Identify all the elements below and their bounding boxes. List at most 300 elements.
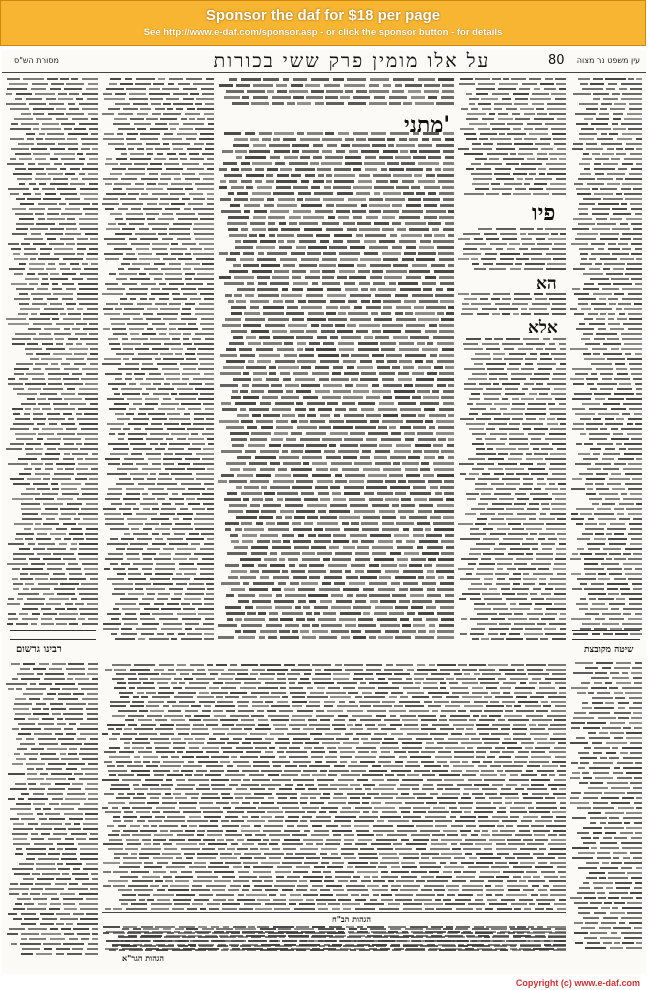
text-line-segment <box>389 102 401 105</box>
text-line-segment <box>483 393 501 395</box>
text-line-segment <box>301 366 311 369</box>
text-line-segment <box>86 258 98 260</box>
text-line-segment <box>202 793 218 795</box>
text-line-segment <box>41 128 61 130</box>
text-line-segment <box>252 701 263 703</box>
text-line-segment <box>263 504 281 507</box>
text-line-segment <box>470 618 488 620</box>
text-line-segment <box>260 673 275 675</box>
text-line-segment <box>506 638 523 640</box>
text-line-segment <box>510 816 519 818</box>
text-line-segment <box>13 423 34 425</box>
text-line-segment <box>452 692 469 694</box>
text-line-segment <box>312 630 328 633</box>
text-line-segment <box>69 623 78 625</box>
text-line-segment <box>230 664 237 666</box>
text-line-segment <box>243 396 259 399</box>
text-line-segment <box>459 598 466 600</box>
text-line-segment <box>58 98 73 100</box>
text-line-segment <box>233 144 249 147</box>
text-line-segment <box>630 493 642 495</box>
text-line-segment <box>354 820 374 822</box>
text-line-segment <box>506 598 527 600</box>
text-line-segment <box>523 573 529 575</box>
text-line-segment <box>88 618 98 620</box>
text-line-segment <box>347 78 366 81</box>
text-line-segment <box>76 413 82 415</box>
text-line-segment <box>392 682 413 684</box>
text-line-segment <box>106 228 120 230</box>
text-line-segment <box>625 473 642 475</box>
text-line-segment <box>197 498 214 500</box>
text-line-segment <box>110 538 118 540</box>
text-line-segment <box>50 148 65 150</box>
text-line-segment <box>186 358 196 360</box>
text-line-segment <box>631 253 642 255</box>
text-line-segment <box>478 103 491 105</box>
text-line-segment <box>372 811 378 813</box>
text-line-segment <box>414 678 424 680</box>
text-line-segment <box>173 103 193 105</box>
text-line-segment <box>366 669 381 671</box>
text-line-segment <box>575 413 595 415</box>
text-line-segment <box>15 153 31 155</box>
text-line-segment <box>557 797 566 799</box>
text-line-segment <box>373 282 385 285</box>
text-line-segment <box>189 383 202 385</box>
text-line-segment <box>624 193 642 195</box>
text-line-segment <box>415 636 434 639</box>
text-line-segment <box>296 246 306 249</box>
text-line-segment <box>551 701 566 703</box>
text-line-segment <box>49 598 69 600</box>
text-line-segment <box>47 693 56 695</box>
text-line-segment <box>221 210 241 213</box>
text-line-segment <box>523 797 543 799</box>
text-line-segment <box>115 93 126 95</box>
text-line-segment <box>420 402 439 405</box>
text-line-segment <box>633 553 642 555</box>
text-line-segment <box>382 216 395 219</box>
text-line-segment <box>44 308 64 310</box>
text-line-segment <box>243 498 249 501</box>
text-line-segment <box>435 600 454 603</box>
text-line-segment <box>462 761 468 763</box>
text-line-segment <box>395 312 403 315</box>
text-line-segment <box>52 488 59 490</box>
text-line-segment <box>317 779 334 781</box>
text-line-segment <box>466 168 474 170</box>
text-line-segment <box>102 779 119 781</box>
text-line-segment <box>423 198 440 201</box>
text-line-segment <box>15 713 31 715</box>
text-line-segment <box>371 132 386 135</box>
text-line-segment <box>199 802 213 804</box>
text-line-segment <box>603 403 620 405</box>
text-line-segment <box>240 687 256 689</box>
text-line-segment <box>31 833 38 835</box>
text-line-segment <box>107 765 115 767</box>
text-line-segment <box>133 478 144 480</box>
text-line-segment <box>616 148 623 150</box>
text-line-segment <box>18 593 39 595</box>
text-line-segment <box>85 398 98 400</box>
text-line-segment <box>162 797 173 799</box>
text-line-segment <box>467 498 476 500</box>
text-line-segment <box>191 705 201 707</box>
text-line-segment <box>312 664 331 666</box>
text-line-segment <box>139 710 148 712</box>
text-line-segment <box>204 598 214 600</box>
text-line-segment <box>162 213 173 215</box>
text-line-segment <box>600 233 619 235</box>
text-line-segment <box>466 573 472 575</box>
text-line-segment <box>326 692 346 694</box>
text-line-segment <box>167 701 176 703</box>
text-line-segment <box>9 893 19 895</box>
text-line-segment <box>575 113 596 115</box>
text-line-segment <box>156 253 168 255</box>
text-line-segment <box>484 233 497 235</box>
text-line-segment <box>124 533 130 535</box>
text-line-segment <box>395 84 402 87</box>
text-line-segment <box>335 408 346 411</box>
text-line-segment <box>32 613 40 615</box>
text-line-segment <box>510 603 516 605</box>
text-line-segment <box>439 324 454 327</box>
text-line-segment <box>140 816 152 818</box>
text-line-segment <box>235 402 256 405</box>
text-line-segment <box>328 318 347 321</box>
text-line-segment <box>603 548 621 550</box>
text-line-segment <box>413 528 423 531</box>
text-line-segment <box>195 183 214 185</box>
text-line-segment <box>143 498 155 500</box>
text-line-segment <box>297 198 303 201</box>
sponsor-title[interactable]: Sponsor the daf for $18 per page <box>205 7 441 24</box>
text-line-segment <box>607 338 619 340</box>
sponsor-banner[interactable] <box>0 0 646 46</box>
text-line-segment <box>167 108 173 110</box>
text-line-segment <box>374 456 387 459</box>
text-line-segment <box>134 664 155 666</box>
text-line-segment <box>315 102 324 105</box>
text-line-segment <box>591 303 606 305</box>
text-line-segment <box>226 258 236 261</box>
text-line-segment <box>608 323 620 325</box>
text-line-segment <box>254 210 267 213</box>
text-line-segment <box>91 118 98 120</box>
text-line-segment <box>38 738 56 740</box>
text-line-segment <box>507 248 515 250</box>
text-line-segment <box>426 360 433 363</box>
text-line-segment <box>415 444 431 447</box>
text-line-segment <box>155 148 170 150</box>
text-line-segment <box>195 738 205 740</box>
text-line-segment <box>397 558 408 561</box>
text-line-segment <box>446 678 454 680</box>
text-line-segment <box>406 246 416 249</box>
text-line-segment <box>363 784 375 786</box>
text-line-segment <box>56 878 71 880</box>
text-line-segment <box>136 811 150 813</box>
text-line-segment <box>522 423 543 425</box>
text-line-segment <box>238 705 248 707</box>
text-line-segment <box>252 600 271 603</box>
text-line-segment <box>533 448 539 450</box>
text-line-segment <box>612 253 629 255</box>
text-line-segment <box>371 802 381 804</box>
text-line-segment <box>344 282 355 285</box>
text-line-segment <box>437 784 453 786</box>
text-line-segment <box>162 138 182 140</box>
text-line-segment <box>184 208 191 210</box>
text-line-segment <box>491 183 500 185</box>
text-line-segment <box>155 816 165 818</box>
text-line-segment <box>556 368 566 370</box>
text-line-segment <box>478 83 495 85</box>
text-line-segment <box>13 908 25 910</box>
text-line-segment <box>383 414 398 417</box>
text-line-segment <box>298 192 311 195</box>
text-line-segment <box>302 456 322 459</box>
text-line-segment <box>64 163 84 165</box>
text-line-segment <box>481 715 487 717</box>
text-line-segment <box>21 503 40 505</box>
text-line-segment <box>286 390 293 393</box>
text-line-segment <box>584 568 604 570</box>
text-line-segment <box>366 396 380 399</box>
text-line-segment <box>14 523 33 525</box>
text-line-segment <box>41 513 58 515</box>
text-line-segment <box>12 763 23 765</box>
text-line-segment <box>359 282 370 285</box>
text-line-segment <box>442 90 454 93</box>
text-line-segment <box>183 368 196 370</box>
text-line-segment <box>53 353 72 355</box>
text-line-segment <box>588 593 606 595</box>
text-line-segment <box>90 363 98 365</box>
text-line-segment <box>434 468 454 471</box>
text-line-segment <box>88 113 98 115</box>
text-line-segment <box>598 413 619 415</box>
text-line-segment <box>171 433 189 435</box>
text-line-segment <box>536 398 552 400</box>
text-line-segment <box>283 540 290 543</box>
text-line-segment <box>532 93 549 95</box>
text-line-segment <box>409 228 429 231</box>
text-line-segment <box>66 288 76 290</box>
text-line-segment <box>82 108 98 110</box>
text-line-segment <box>381 751 390 753</box>
text-line-segment <box>157 153 163 155</box>
text-line-segment <box>362 528 379 531</box>
text-line-segment <box>224 132 241 135</box>
text-line-segment <box>415 384 433 387</box>
text-line-segment <box>36 768 43 770</box>
text-line-segment <box>242 384 249 387</box>
text-line-segment <box>74 773 83 775</box>
text-line-segment <box>369 84 379 87</box>
text-line-segment <box>77 738 86 740</box>
text-line-segment <box>560 233 566 235</box>
text-line-segment <box>228 192 234 195</box>
text-line-segment <box>310 820 331 822</box>
text-line-segment <box>570 308 577 310</box>
text-line-segment <box>593 293 612 295</box>
text-line-segment <box>636 258 642 260</box>
text-line-segment <box>210 820 218 822</box>
text-line-segment <box>619 448 626 450</box>
text-line-segment <box>557 418 566 420</box>
text-line-segment <box>374 192 380 195</box>
text-line-segment <box>520 108 534 110</box>
text-line-segment <box>86 503 98 505</box>
text-line-segment <box>77 253 84 255</box>
text-line-segment <box>481 770 494 772</box>
text-line-segment <box>344 438 363 441</box>
text-line-segment <box>489 628 509 630</box>
text-line-segment <box>474 238 483 240</box>
text-line-segment <box>307 252 321 255</box>
text-line-segment <box>379 576 391 579</box>
text-line-segment <box>613 283 632 285</box>
text-line-segment <box>500 830 515 832</box>
text-line-segment <box>38 543 55 545</box>
text-line-segment <box>545 797 555 799</box>
text-line-segment <box>557 148 566 150</box>
text-line-segment <box>519 603 532 605</box>
text-line-segment <box>150 788 171 790</box>
rashi-column <box>458 76 566 644</box>
text-line-segment <box>64 538 71 540</box>
text-line-segment <box>177 664 186 666</box>
text-line-segment <box>33 368 41 370</box>
text-line-segment <box>573 218 592 220</box>
text-line-segment <box>506 508 524 510</box>
text-line-segment <box>263 306 284 309</box>
text-line-segment <box>468 458 485 460</box>
text-line-segment <box>482 343 499 345</box>
text-line-segment <box>437 630 454 633</box>
text-line-segment <box>249 234 257 237</box>
text-line-segment <box>319 788 337 790</box>
text-line-segment <box>418 252 436 255</box>
text-line-segment <box>579 138 594 140</box>
text-line-segment <box>21 113 31 115</box>
text-line-segment <box>297 710 313 712</box>
text-line-segment <box>50 578 67 580</box>
text-line-segment <box>368 474 387 477</box>
text-line-segment <box>272 761 290 763</box>
text-line-segment <box>248 444 265 447</box>
text-line-segment <box>405 802 424 804</box>
text-line-segment <box>90 353 98 355</box>
text-line-segment <box>491 638 504 640</box>
text-line-segment <box>636 78 642 80</box>
text-line-segment <box>266 624 282 627</box>
text-line-segment <box>528 433 545 435</box>
text-line-segment <box>362 692 372 694</box>
text-line-segment <box>550 463 566 465</box>
sponsor-subtitle[interactable]: See http://www.e-daf.com/sponsor.asp - or click the sponsor button - for details <box>143 27 503 38</box>
text-line-segment <box>295 168 315 171</box>
text-line-segment <box>475 483 487 485</box>
text-line-segment <box>426 168 432 171</box>
text-line-segment <box>140 133 160 135</box>
text-line-segment <box>62 273 76 275</box>
text-line-segment <box>176 108 183 110</box>
text-line-segment <box>158 233 167 235</box>
text-line-segment <box>443 198 454 201</box>
text-line-segment <box>61 803 80 805</box>
text-line-segment <box>464 298 477 300</box>
text-line-segment <box>69 708 83 710</box>
text-line-segment <box>467 747 473 749</box>
text-line-segment <box>411 186 420 189</box>
text-line-segment <box>360 719 381 721</box>
text-line-segment <box>84 443 98 445</box>
text-line-segment <box>370 276 382 279</box>
text-line-segment <box>181 313 191 315</box>
text-line-segment <box>256 246 275 249</box>
text-line-segment <box>268 318 289 321</box>
text-line-segment <box>359 324 380 327</box>
text-line-segment <box>152 493 168 495</box>
text-line-segment <box>252 384 269 387</box>
text-line-segment <box>260 664 281 666</box>
text-line-segment <box>373 825 393 827</box>
text-line-segment <box>220 384 238 387</box>
text-line-segment <box>531 258 551 260</box>
text-line-segment <box>134 123 151 125</box>
text-line-segment <box>78 393 98 395</box>
text-line-segment <box>587 543 605 545</box>
text-line-segment <box>259 636 265 639</box>
text-line-segment <box>358 348 379 351</box>
text-line-segment <box>401 811 410 813</box>
text-line-segment <box>183 343 192 345</box>
text-line-segment <box>624 568 632 570</box>
text-line-segment <box>529 133 548 135</box>
text-line-segment <box>402 742 422 744</box>
text-line-segment <box>460 830 471 832</box>
text-line-segment <box>466 825 476 827</box>
text-line-segment <box>57 863 63 865</box>
text-line-segment <box>54 408 75 410</box>
text-line-segment <box>466 423 485 425</box>
text-line-segment <box>181 318 197 320</box>
text-line-segment <box>247 612 256 615</box>
text-line-segment <box>113 448 129 450</box>
text-line-segment <box>550 724 566 726</box>
text-line-segment <box>626 218 642 220</box>
text-line-segment <box>220 738 229 740</box>
text-line-segment <box>522 83 537 85</box>
text-line-segment <box>79 608 98 610</box>
text-line-segment <box>189 193 203 195</box>
text-line-segment <box>416 258 435 261</box>
text-line-segment <box>141 368 158 370</box>
text-line-segment <box>479 563 495 565</box>
text-line-segment <box>367 793 379 795</box>
text-line-segment <box>309 600 316 603</box>
text-line-segment <box>278 198 295 201</box>
text-line-segment <box>368 432 388 435</box>
text-line-segment <box>520 463 533 465</box>
text-line-segment <box>236 747 253 749</box>
text-line-segment <box>69 818 83 820</box>
